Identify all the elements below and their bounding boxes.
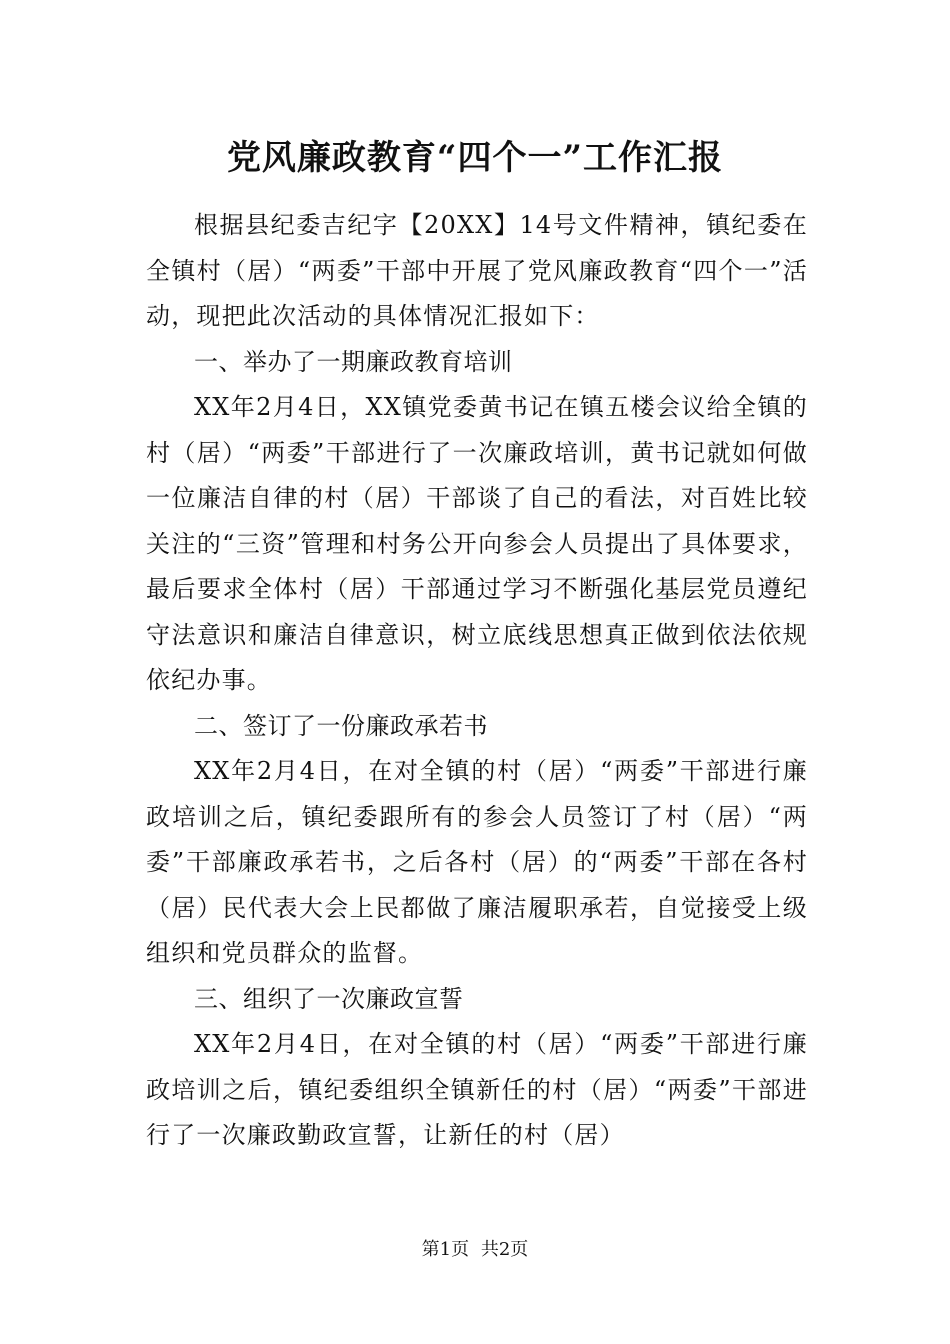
section-2-paragraph: XX年2月4日，在对全镇的村（居）“两委”干部进行廉政培训之后，镇纪委跟所有的参会人员签订了村（居）“两委”干部廉政承若书，之后各村（居）的“两委”干部在各村（居）民代表大会上民都做了廉洁履职承若，自觉接受上级组织和党员群众的监督。 [146, 757, 808, 967]
page-total: 共2页 [480, 1239, 529, 1260]
intro-paragraph: 根据县纪委吉纪字【20XX】14号文件精神，镇纪委在全镇村（居）“两委”干部中开展了党风廉政教育“四个一”活动，现把此次活动的具体情况汇报如下： [146, 211, 808, 330]
page-number: 第1页 [421, 1239, 470, 1260]
section-3-heading: 三、组织了一次廉政宣誓 [194, 984, 464, 1013]
section-2-heading: 二、签订了一份廉政承若书 [194, 711, 488, 740]
document-body [146, 203, 808, 1159]
section-3-paragraph: XX年2月4日，在对全镇的村（居）“两委”干部进行廉政培训之后，镇纪委组织全镇新任的村（居）“两委”干部进行了一次廉政勤政宣誓，让新任的村（居） [146, 1030, 808, 1149]
document-title: 党风廉政教育“四个一”工作汇报 [226, 138, 724, 178]
page-footer [0, 1238, 950, 1262]
section-1-paragraph: XX年2月4日，XX镇党委黄书记在镇五楼会议给全镇的村（居）“两委”干部进行了一次廉政培训，黄书记就如何做一位廉洁自律的村（居）干部谈了自己的看法，对百姓比较关注的“三资”管理和村务公开向参会人员提出了具体要求，最后要求全体村（居）干部通过学习不断强化基层党员遵纪守法意识和廉洁自律意识，树立底线思想真正做到依法依规依纪办事。 [146, 393, 808, 694]
section-1-heading: 一、举办了一期廉政教育培训 [194, 347, 513, 376]
